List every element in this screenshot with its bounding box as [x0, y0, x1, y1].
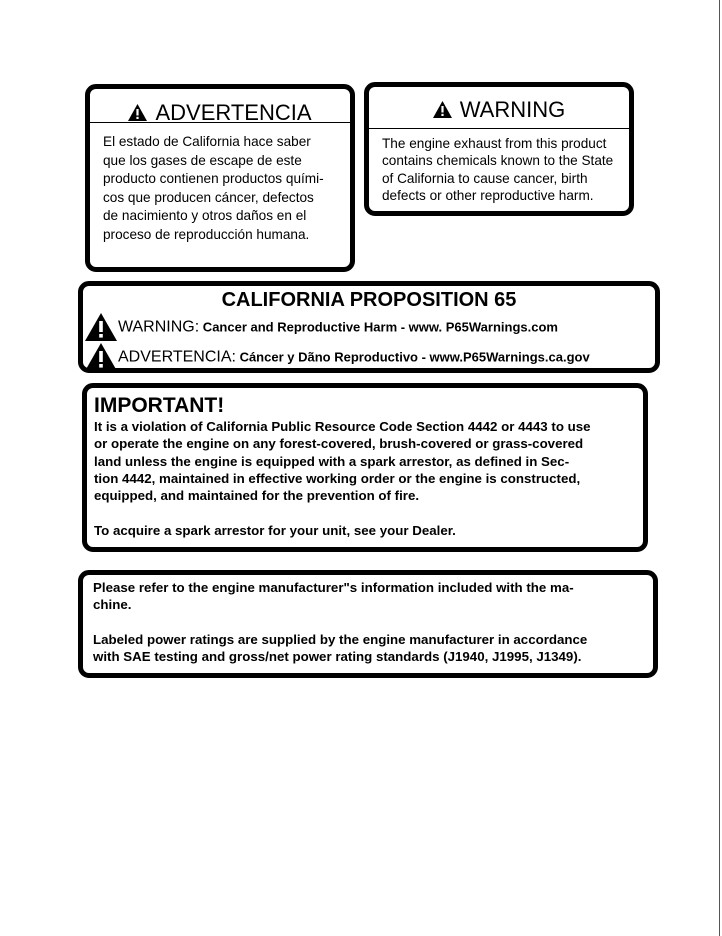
important-line: land unless the engine is equipped with a spark arrestor, as defined in Sec- — [94, 453, 570, 469]
important-line: equipped, and maintained for the prevention of fire. — [94, 488, 420, 504]
important-line: or operate the engine on any forest-covered, brush-covered or grass-covered — [94, 436, 584, 452]
prop65-spanish-tag: ADVERTENCIA: — [118, 348, 236, 366]
advertencia-heading: ADVERTENCIA — [155, 100, 312, 125]
advertencia-line: de nacimiento y otros daños en el — [103, 208, 307, 224]
important-body — [94, 418, 632, 539]
refer-line: chine. — [93, 597, 132, 613]
warning-triangle-icon — [85, 313, 117, 341]
important-title: IMPORTANT! — [94, 394, 225, 417]
prop65-english-line — [85, 314, 558, 342]
refer-paragraph — [93, 579, 637, 614]
advertencia-line: producto contienen productos quími- — [103, 171, 324, 187]
important-line: tion 4442, maintained in effective working order or the engine is constructed, — [94, 470, 581, 486]
warning-line: of California to cause cancer, birth — [382, 170, 588, 186]
warning-line: defects or other reproductive harm. — [382, 188, 594, 204]
important-notice — [82, 383, 648, 552]
advertencia-line: que los gases de escape de este — [103, 152, 302, 168]
advertencia-label — [85, 84, 355, 272]
warning-triangle-icon — [433, 101, 452, 118]
warning-triangle-icon — [85, 343, 117, 371]
advertencia-header — [90, 89, 350, 123]
warning-heading: WARNING — [459, 97, 566, 122]
refer-line: Please refer to the engine manufacturer"s information included with the ma- — [93, 580, 574, 595]
prop65-title: CALIFORNIA PROPOSITION 65 — [221, 289, 517, 311]
ratings-line: Labeled power ratings are supplied by the engine manufacturer in accordance — [93, 631, 588, 647]
prop65-spanish-text: Cáncer y Dãno Reproductivo - www.P65Warnings.ca.gov — [235, 349, 590, 365]
advertencia-body — [90, 123, 350, 245]
warning-line: contains chemicals known to the State — [382, 153, 614, 169]
prop65-spanish-line — [85, 344, 590, 372]
warning-triangle-icon — [128, 104, 147, 121]
prop65-english-text: Cancer and Reproductive Harm - www. P65Warnings.com — [199, 319, 558, 335]
warning-body — [369, 129, 629, 205]
warning-line: The engine exhaust from this product — [382, 136, 607, 151]
prop65-english-tag: WARNING: — [118, 318, 200, 336]
manufacturer-notice — [78, 570, 658, 678]
advertencia-line: El estado de California hace saber — [103, 134, 311, 149]
warning-header — [369, 87, 629, 129]
ratings-line: with SAE testing and gross/net power rating standards (J1940, J1995, J1349). — [93, 649, 582, 665]
prop65-label — [78, 281, 660, 373]
important-line: It is a violation of California Public Resource Code Section 4442 or 4443 to use — [94, 419, 591, 434]
advertencia-line: cos que producen cáncer, defectos — [103, 189, 314, 205]
warning-label — [364, 82, 634, 216]
important-dealer-line: To acquire a spark arrestor for your unit, see your Dealer. — [94, 522, 456, 538]
advertencia-line: proceso de reproducción humana. — [103, 226, 310, 242]
page-edge-line — [719, 0, 720, 936]
ratings-paragraph — [93, 631, 637, 666]
